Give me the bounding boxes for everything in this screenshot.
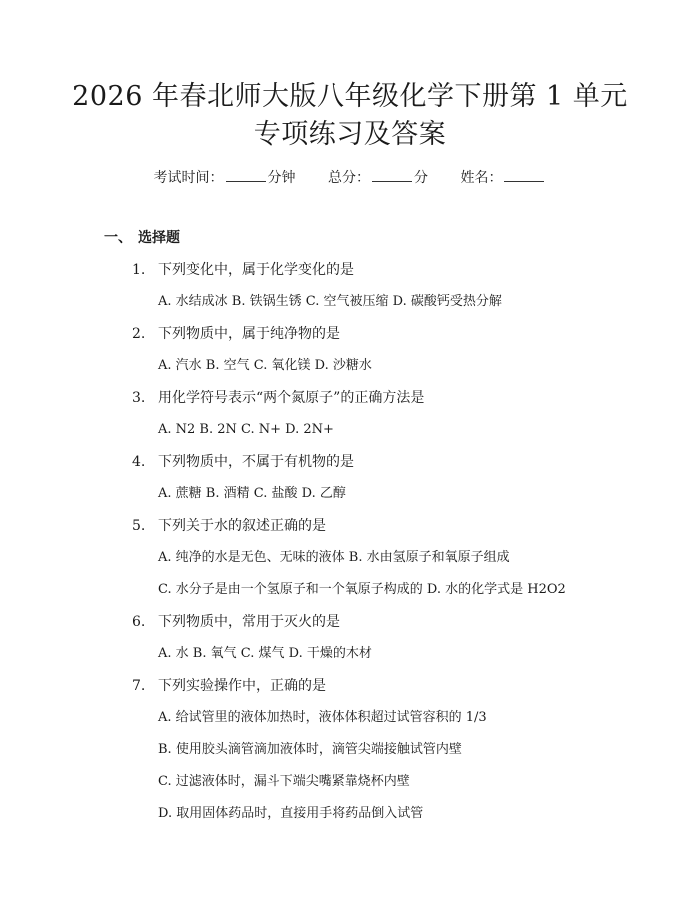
- student-name-label: 姓名：: [460, 170, 503, 186]
- question-1-options: A. 水结成冰 B. 铁锅生锈 C. 空气被压缩 D. 碳酸钙受热分解: [158, 294, 502, 309]
- question-number: 7.: [132, 678, 146, 694]
- question-number: 3.: [132, 390, 146, 406]
- total-score-label: 总分：: [328, 170, 370, 186]
- question-number: 2.: [132, 326, 146, 342]
- question-4-options: A. 蔗糖 B. 酒精 C. 盐酸 D. 乙醇: [158, 486, 346, 501]
- question-4: [132, 452, 354, 472]
- question-7-option-c: C. 过滤液体时，漏斗下端尖嘴紧靠烧杯内壁: [158, 774, 410, 789]
- question-text: 下列物质中，属于纯净物的是: [158, 326, 340, 342]
- document-title-line1: 2026 年春北师大版八年级化学下册第 1 单元: [72, 81, 628, 112]
- student-name-blank: [504, 168, 544, 182]
- question-text: 下列实验操作中，正确的是: [158, 678, 326, 694]
- exam-time-unit: 分钟: [267, 170, 296, 186]
- question-2-options: A. 汽水 B. 空气 C. 氧化镁 D. 沙糖水: [158, 358, 372, 373]
- question-6: [132, 612, 340, 632]
- question-text: 下列物质中，不属于有机物的是: [158, 454, 354, 470]
- document-title-line2: 专项练习及答案: [253, 119, 447, 150]
- question-3-options: A. N2 B. 2N C. N+ D. 2N+: [158, 422, 334, 437]
- question-text: 下列关于水的叙述正确的是: [158, 518, 326, 534]
- total-score-blank: [372, 168, 412, 182]
- question-2: [132, 324, 340, 344]
- question-text: 用化学符号表示“两个氮原子”的正确方法是: [158, 390, 425, 406]
- question-5-options-line1: A. 纯净的水是无色、无味的液体 B. 水由氢原子和氧原子组成: [158, 550, 510, 565]
- question-number: 6.: [132, 614, 146, 630]
- total-score-unit: 分: [414, 170, 428, 186]
- section-number: 一、: [104, 230, 132, 246]
- exam-info-line: [0, 168, 700, 188]
- question-1: [132, 260, 354, 280]
- exam-time-label: 考试时间：: [153, 170, 224, 186]
- question-7-option-a: A. 给试管里的液体加热时，液体体积超过试管容积的 1/3: [158, 710, 487, 725]
- exam-time: [154, 168, 296, 188]
- question-6-options: A. 水 B. 氧气 C. 煤气 D. 干燥的木材: [158, 646, 372, 661]
- question-7-option-b: B. 使用胶头滴管滴加液体时，滴管尖端接触试管内壁: [158, 742, 462, 757]
- question-number: 5.: [132, 518, 146, 534]
- section-heading: [104, 228, 180, 248]
- question-number: 1.: [132, 262, 146, 278]
- question-text: 下列物质中，常用于灭火的是: [158, 614, 340, 630]
- question-7-option-d: D. 取用固体药品时，直接用手将药品倒入试管: [158, 806, 424, 821]
- total-score: [328, 168, 428, 188]
- section-title: 选择题: [138, 230, 180, 246]
- exam-time-blank: [226, 168, 266, 182]
- question-5-options-line2: C. 水分子是由一个氢原子和一个氧原子构成的 D. 水的化学式是 H2O2: [158, 582, 566, 597]
- question-5: [132, 516, 326, 536]
- student-name: [460, 168, 546, 188]
- question-7: [132, 676, 326, 696]
- question-text: 下列变化中，属于化学变化的是: [158, 262, 354, 278]
- question-number: 4.: [132, 454, 146, 470]
- question-3: [132, 388, 424, 408]
